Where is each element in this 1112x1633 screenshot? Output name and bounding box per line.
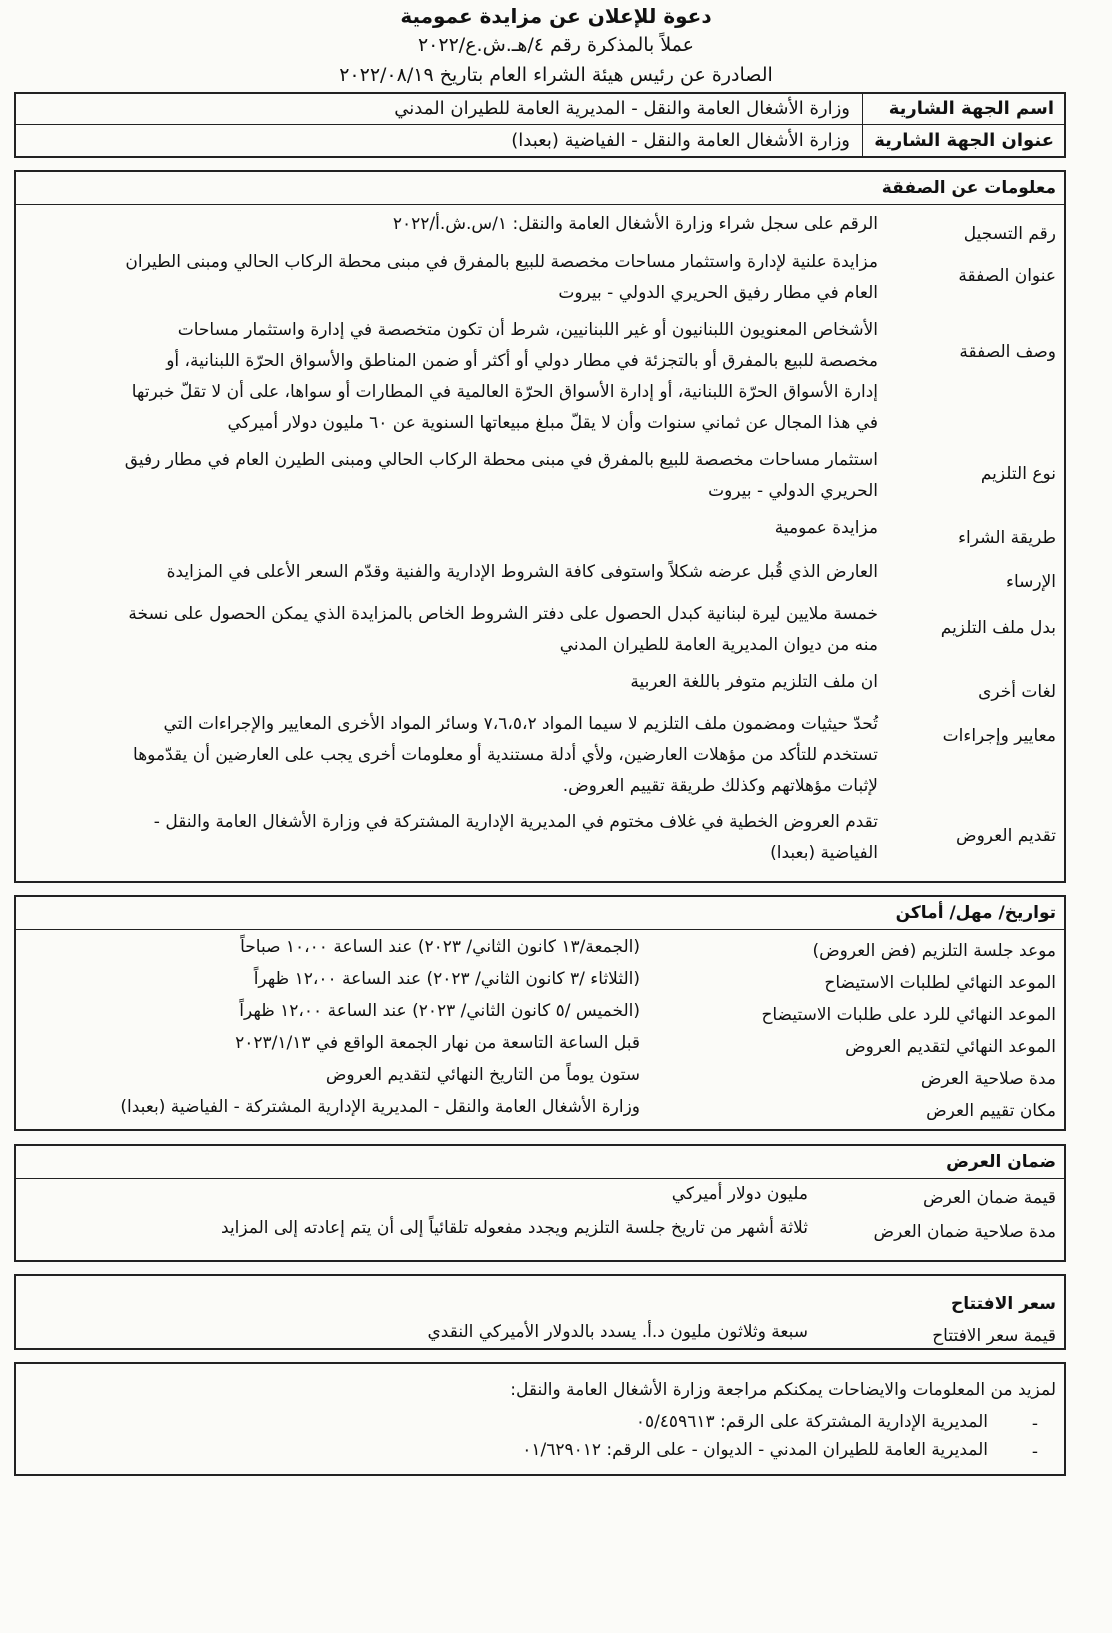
dates-row-value: قبل الساعة التاسعة من نهار الجمعة الواقع في ٢٠٢٣/١/١٣ — [235, 1033, 640, 1053]
opening-price-value: سبعة وثلاثون مليون د.أ. يسدد بالدولار الأميركي النقدي — [427, 1322, 808, 1342]
deal-row-label: نوع التلزيم — [980, 464, 1056, 484]
deal-row-value-line: مزايدة علنية لإدارة واستثمار مساحات مخصصة للبيع بالمفرق في مبنى محطة الركاب الحالي ومبنى الطيران — [125, 252, 878, 272]
deal-row-value-line: الأشخاص المعنويون اللبنانيون أو غير اللبنانيين، شرط أن تكون متخصصة في إدارة واستثمار مساحات — [177, 320, 878, 340]
contact-item-2: المديرية العامة للطيران المدني - الديوان - على الرقم: ٠١/٦٢٩٠١٢ — [522, 1440, 988, 1460]
deal-row-value-line: إدارة الأسواق الحرّة اللبنانية، أو إدارة الأسواق الحرّة العالمية في المطارات أو سواها، على أن لا تقلّ خبرتها — [131, 382, 878, 402]
deal-info-section — [14, 170, 1066, 883]
dates-row-label: الموعد النهائي لتقديم العروض — [845, 1037, 1056, 1057]
deal-row-label: معايير وإجراءات — [942, 726, 1056, 746]
guarantee-value: مليون دولار أميركي — [671, 1184, 808, 1204]
dates-row-label: مدة صلاحية العرض — [920, 1069, 1056, 1089]
dates-row-value: (الجمعة/١٣ كانون الثاني/ ٢٠٢٣) عند الساعة ١٠،٠٠ صباحاً — [240, 937, 640, 957]
deal-row-value-line: استثمار مساحات مخصصة للبيع بالمفرق في مبنى محطة الركاب الحالي ومبنى الطيرن العام في مطار رفيق — [124, 450, 878, 470]
guarantee-section — [14, 1144, 1066, 1262]
deal-row-value-line: تُحدّ حيثيات ومضمون ملف التلزيم لا سيما المواد ٧،٦،٥،٢ وسائر المواد الأخرى المعايير والإجراءات التي — [163, 714, 878, 734]
opening-price-section — [14, 1274, 1066, 1350]
dates-row-label: مكان تقييم العرض — [926, 1101, 1056, 1121]
deal-section-title: معلومات عن الصفقة — [881, 178, 1056, 198]
dates-section — [14, 895, 1066, 1131]
deal-row-value-line: الرقم على سجل شراء وزارة الأشغال العامة والنقل: ١/س.ش.أ/٢٠٢٢ — [392, 214, 878, 234]
memo-reference: عملاً بالمذكرة رقم ٤/هـ.ش.ع/٢٠٢٢ — [417, 34, 695, 56]
contact-section — [14, 1362, 1066, 1476]
contact-item-1: المديرية الإدارية المشتركة على الرقم: ٠٥/٤٥٩٦١٣ — [635, 1412, 988, 1432]
deal-row-value-line: في هذا المجال عن ثماني سنوات وأن لا يقلّ مبلغ مبيعاتها السنوية عن ٦٠ مليون دولار أميركي — [227, 413, 878, 433]
deal-row-label: عنوان الصفقة — [958, 266, 1056, 286]
guarantee-validity-value: ثلاثة أشهر من تاريخ جلسة التلزيم ويجدد مفعوله تلقائياً إلى أن يتم إعادته إلى المزايد — [221, 1218, 808, 1238]
dates-row-value: (الخميس /٥ كانون الثاني/ ٢٠٢٣) عند الساعة ١٢،٠٠ ظهراً — [239, 1001, 640, 1021]
dates-row-label: موعد جلسة التلزيم (فض العروض) — [812, 941, 1056, 961]
dates-row-value: (الثلاثاء /٣ كانون الثاني/ ٢٠٢٣) عند الساعة ١٢،٠٠ ظهراً — [253, 969, 640, 989]
deal-row-value-line: تقدم العروض الخطية في غلاف مختوم في المديرية الإدارية المشتركة في وزارة الأشغال العامة والنقل - — [153, 812, 878, 832]
buyer-address-value: وزارة الأشغال العامة والنقل - الفياضية (بعبدا) — [511, 130, 850, 151]
opening-price-title: سعر الافتتاح — [951, 1294, 1056, 1314]
deal-row-label: رقم التسجيل — [963, 224, 1056, 244]
document-title: دعوة للإعلان عن مزايدة عمومية — [400, 4, 712, 28]
buyer-name-label: اسم الجهة الشارية — [888, 98, 1054, 119]
deal-row-value-line: الفياضية (بعبدا) — [770, 843, 878, 863]
guarantee-section-title: ضمان العرض — [946, 1152, 1056, 1172]
deal-row-label: تقديم العروض — [956, 826, 1056, 846]
guarantee-validity-label: مدة صلاحية ضمان العرض — [873, 1222, 1056, 1242]
deal-row-value-line: مخصصة للبيع بالمفرق أو بالتجزئة في مطار دولي أو أكثر أو ضمن المناطق والأسواق الحرّة اللبنانية، أو — [166, 351, 878, 371]
deal-row-value-line: مزايدة عمومية — [774, 518, 878, 538]
deal-row-value-line: منه من ديوان المديرية العامة للطيران المدني — [559, 635, 878, 655]
dates-row-label: الموعد النهائي للرد على طلبات الاستيضاح — [761, 1005, 1056, 1025]
issuer-line: الصادرة عن رئيس هيئة الشراء العام بتاريخ ٢٠٢٢/٠٨/١٩ — [339, 64, 773, 86]
dates-row-value: ستون يوماً من التاريخ النهائي لتقديم العروض — [325, 1065, 640, 1085]
dates-row-label: الموعد النهائي لطلبات الاستيضاح — [824, 973, 1056, 993]
deal-row-label: بدل ملف التلزيم — [940, 618, 1056, 638]
deal-row-label: طريقة الشراء — [958, 528, 1056, 548]
deal-row-value-line: لإثبات مؤهلاتهم وكذلك طريقة تقييم العروض. — [562, 776, 878, 796]
deal-row-value-line: ان ملف التلزيم متوفر باللغة العربية — [630, 672, 878, 692]
deal-row-label: الإرساء — [1005, 572, 1056, 592]
deal-row-value-line: خمسة ملايين ليرة لبنانية كبدل الحصول على دفتر الشروط الخاص بالمزايدة الذي يمكن الحصول على نسخة — [128, 604, 878, 624]
contact-bullet-2: - — [1031, 1442, 1038, 1462]
buyer-name-value: وزارة الأشغال العامة والنقل - المديرية العامة للطيران المدني — [394, 98, 850, 119]
deal-row-label: وصف الصفقة — [959, 342, 1056, 362]
dates-row-value: وزارة الأشغال العامة والنقل - المديرية الإدارية المشتركة - الفياضية (بعبدا) — [120, 1097, 640, 1117]
guarantee-value-label: قيمة ضمان العرض — [923, 1188, 1056, 1208]
deal-row-value-line: العام في مطار رفيق الحريري الدولي - بيروت — [558, 283, 878, 303]
dates-section-title: تواريخ/ مهل/ أماكن — [895, 903, 1056, 923]
deal-row-value-line: تستخدم للتأكد من مؤهلات العارضين، ولأي أدلة مستندية أو معلومات أخرى يجب على العارضين أن يقدّموها — [133, 745, 878, 765]
deal-row-label: لغات أخرى — [978, 682, 1056, 702]
opening-price-label: قيمة سعر الافتتاح — [932, 1326, 1056, 1346]
buyer-table — [14, 92, 1066, 158]
contact-bullet-1: - — [1031, 1414, 1038, 1434]
deal-row-value-line: العارض الذي قُبل عرضه شكلاً واستوفى كافة الشروط الإدارية والفنية وقدّم السعر الأعلى في المزايدة — [166, 562, 878, 582]
contact-intro: لمزيد من المعلومات والايضاحات يمكنكم مراجعة وزارة الأشغال العامة والنقل: — [510, 1380, 1056, 1400]
deal-row-value-line: الحريري الدولي - بيروت — [708, 481, 878, 501]
buyer-address-label: عنوان الجهة الشارية — [874, 130, 1054, 151]
